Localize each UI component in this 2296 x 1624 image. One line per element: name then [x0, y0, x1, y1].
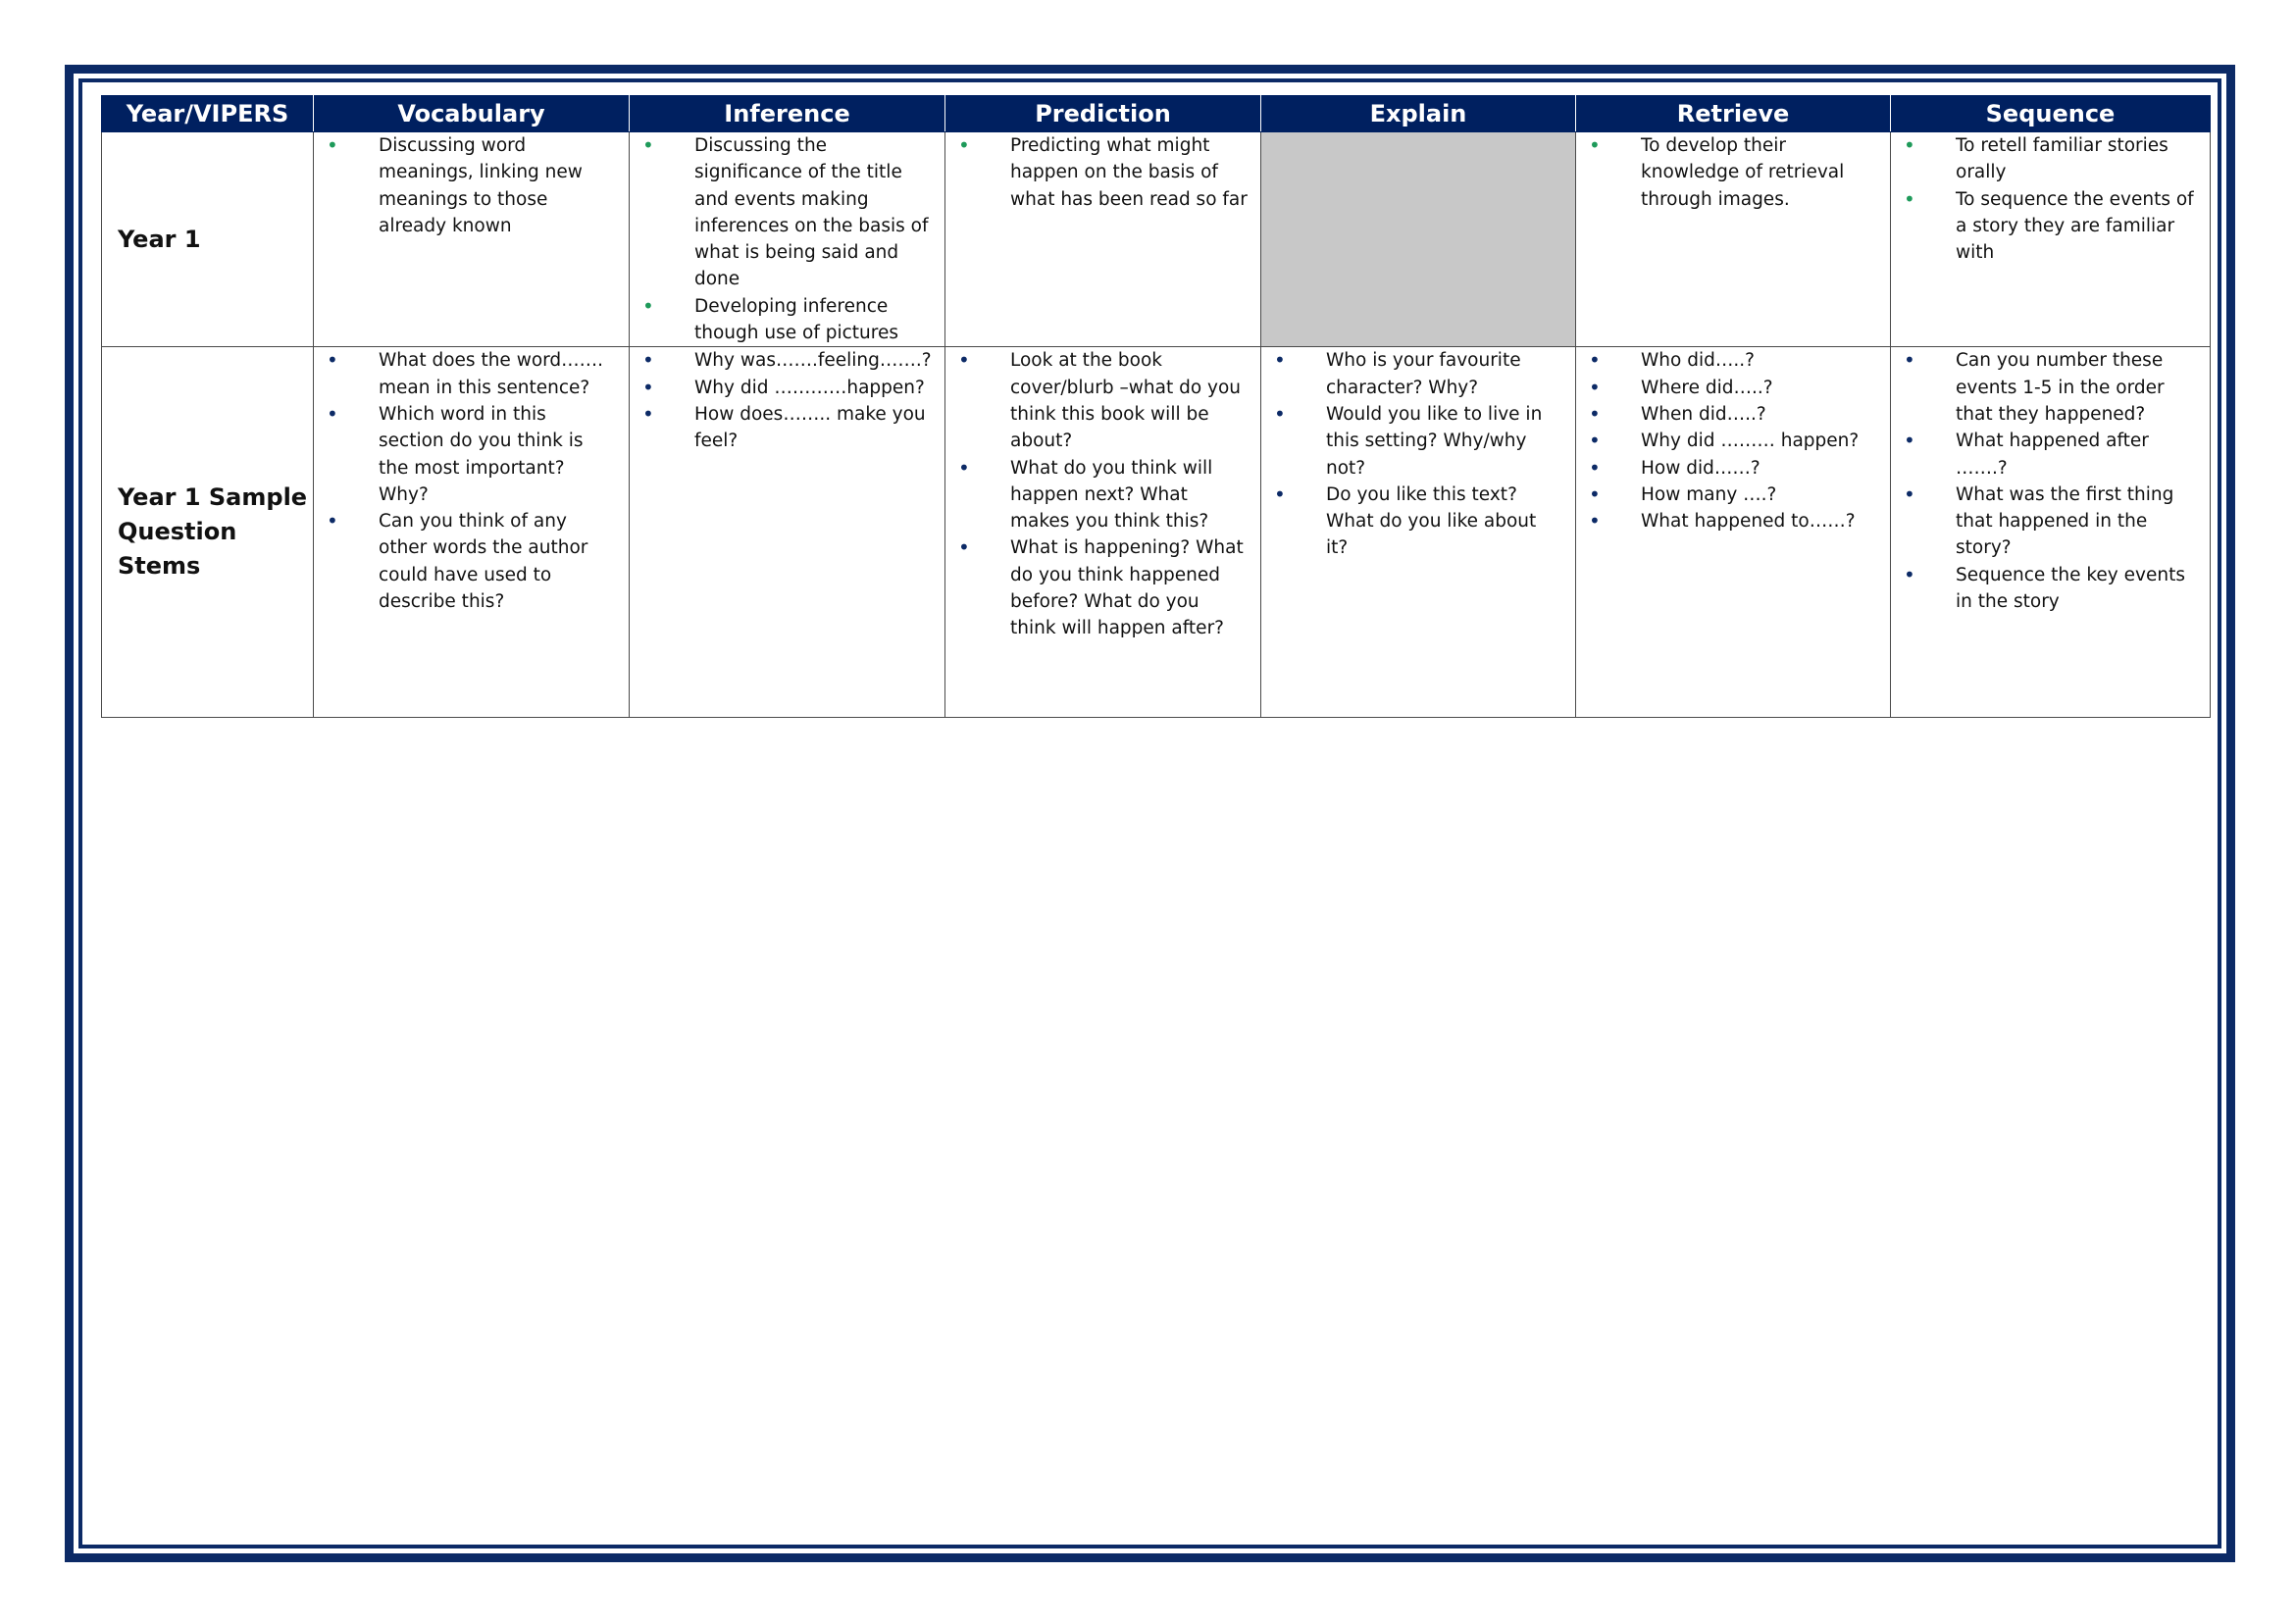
list-item: • To sequence the events of a story they are familiar with: [1891, 186, 2210, 267]
header-prediction: Prediction: [945, 96, 1261, 132]
list-item: • Where did…..?: [1576, 375, 1890, 401]
list-item: • Discussing the significance of the title and events making inferences on the basis of what is being said and done: [630, 132, 944, 293]
bullet-list: [630, 347, 944, 454]
header-sequence: Sequence: [1891, 96, 2211, 132]
header-row: [102, 96, 2211, 132]
list-item: • To develop their knowledge of retrieval through images.: [1576, 132, 1890, 213]
header-explain: Explain: [1261, 96, 1576, 132]
cell-stems-retrieve: [1576, 347, 1891, 718]
cell-stems-sequence: [1891, 347, 2211, 718]
bullet-list: [314, 347, 629, 615]
cell-year1-sequence: [1891, 132, 2211, 347]
header-inference: Inference: [630, 96, 945, 132]
bullet-list: [945, 347, 1260, 641]
list-item: • Predicting what might happen on the basis of what has been read so far: [945, 132, 1260, 213]
cell-year1-inference: [630, 132, 945, 347]
header-year-vipers: Year/VIPERS: [102, 96, 314, 132]
bullet-list: [1261, 347, 1575, 561]
list-item: • Sequence the key events in the story: [1891, 562, 2210, 616]
cell-stems-explain: [1261, 347, 1576, 718]
list-item: • Discussing word meanings, linking new meanings to those already known: [314, 132, 629, 239]
cell-year1-vocabulary: [314, 132, 630, 347]
bullet-list: [1891, 347, 2210, 615]
cell-stems-inference: [630, 347, 945, 718]
list-item: • When did…..?: [1576, 401, 1890, 428]
cell-year1-retrieve: [1576, 132, 1891, 347]
bullet-list: [1576, 132, 1890, 213]
list-item: • What happened to……?: [1576, 508, 1890, 534]
cell-year1-explain-blank: [1261, 132, 1576, 347]
vipers-table: [101, 95, 2211, 718]
list-item: • What happened after …….?: [1891, 428, 2210, 482]
list-item: • Do you like this text? What do you like about it?: [1261, 482, 1575, 562]
list-item: • Which word in this section do you think is the most important? Why?: [314, 401, 629, 508]
bullet-list: [945, 132, 1260, 213]
table-row-question-stems: [102, 347, 2211, 718]
list-item: • Can you think of any other words the author could have used to describe this?: [314, 508, 629, 615]
table-row-year-1: [102, 132, 2211, 347]
list-item: • What is happening? What do you think happened before? What do you think will happen after?: [945, 534, 1260, 641]
bullet-list: [314, 132, 629, 239]
cell-stems-vocabulary: [314, 347, 630, 718]
list-item: • Why did ……… happen?: [1576, 428, 1890, 454]
list-item: • Look at the book cover/blurb –what do you think this book will be about?: [945, 347, 1260, 454]
list-item: • Would you like to live in this setting? Why/why not?: [1261, 401, 1575, 482]
list-item: • Developing inference though use of pictures: [630, 293, 944, 347]
list-item: • How did……?: [1576, 455, 1890, 482]
list-item: • What was the first thing that happened in the story?: [1891, 482, 2210, 562]
list-item: • Why was…….feeling…….?: [630, 347, 944, 374]
header-retrieve: Retrieve: [1576, 96, 1891, 132]
list-item: • What do you think will happen next? What makes you think this?: [945, 455, 1260, 535]
list-item: • How many ….?: [1576, 482, 1890, 508]
list-item: • Why did …………happen?: [630, 375, 944, 401]
bullet-list: [1891, 132, 2210, 266]
bullet-list: [630, 132, 944, 346]
cell-year1-prediction: [945, 132, 1261, 347]
row-label-question-stems: Year 1 Sample Question Stems: [102, 347, 314, 718]
bullet-list: [1576, 347, 1890, 534]
list-item: • How does…….. make you feel?: [630, 401, 944, 455]
row-label-year-1: Year 1: [102, 132, 314, 347]
list-item: • To retell familiar stories orally: [1891, 132, 2210, 186]
list-item: • Who is your favourite character? Why?: [1261, 347, 1575, 401]
header-vocabulary: Vocabulary: [314, 96, 630, 132]
cell-stems-prediction: [945, 347, 1261, 718]
list-item: • Can you number these events 1-5 in the order that they happened?: [1891, 347, 2210, 428]
list-item: • Who did…..?: [1576, 347, 1890, 374]
list-item: • What does the word……. mean in this sentence?: [314, 347, 629, 401]
